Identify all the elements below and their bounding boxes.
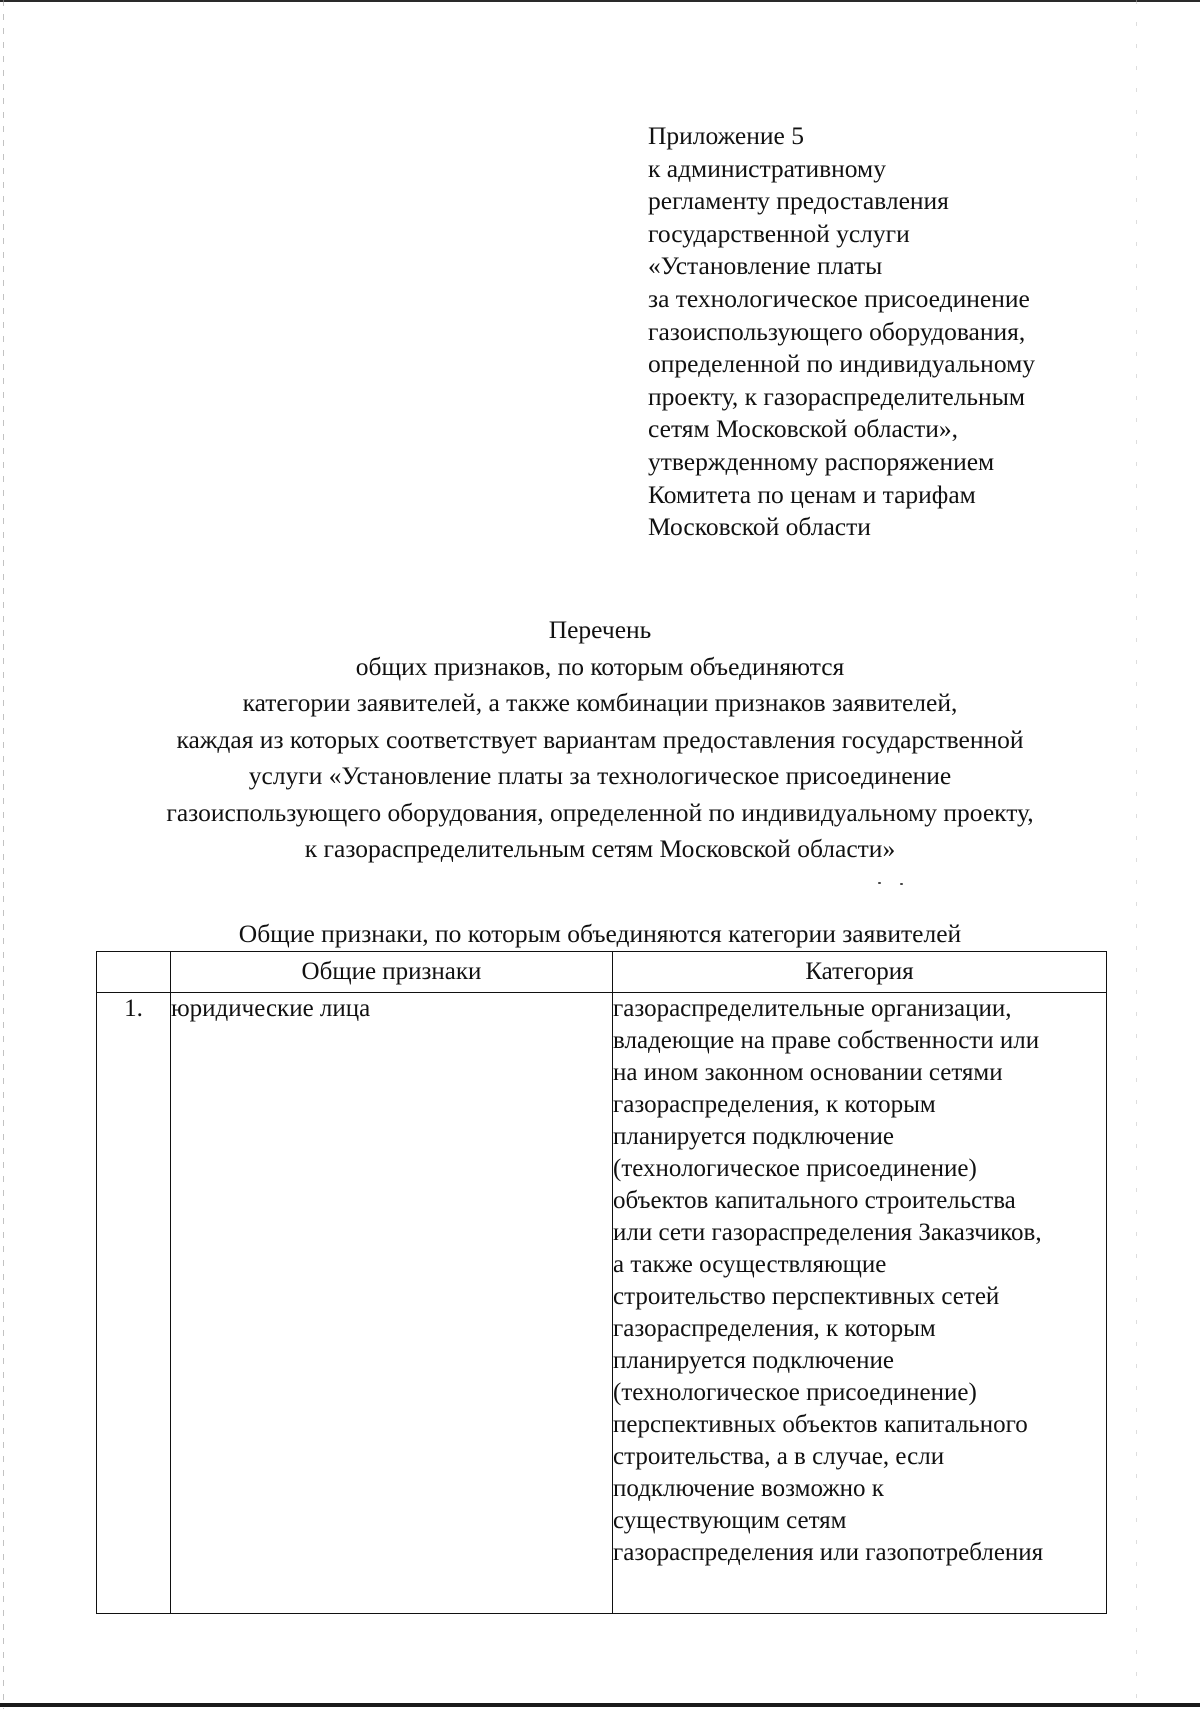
heading-line: категории заявителей, а также комбинации признаков заявителей, [242,688,958,717]
heading-line: к газораспределительным сетям Московской области» [304,834,896,863]
category-line: газораспределения, к которым [613,1315,936,1342]
category-line: газораспределения, к которым [613,1091,936,1118]
table-caption: Общие признаки, по которым объединяются категории заявителей [238,919,962,948]
appendix-line: регламенту предоставления [648,186,949,216]
scan-speck [878,882,881,884]
appendix-line: Комитета по ценам и тарифам [648,479,976,509]
appendix-line: газоиспользующего оборудования, [648,316,1026,346]
header-feature: Общие признаки [171,952,613,993]
row-number: 1. [97,993,171,1614]
category-line: планируется подключение [613,1347,894,1374]
appendix-line: сетям Московской области», [648,414,959,444]
table-row [97,993,1107,1614]
appendix-line: государственной услуги [648,218,910,248]
heading-line: общих признаков, по которым объединяются [355,651,845,681]
row-category [613,993,1107,1614]
category-line: существующим сетям [613,1507,847,1534]
appendix-note [648,120,1118,544]
appendix-line: утвержденному распоряжением [648,446,995,476]
category-line: газораспределительные организации, [613,995,1012,1022]
criteria-table-wrapper [96,951,1107,1614]
category-line: объектов капитального строительства [613,1187,1016,1214]
category-line: или сети газораспределения Заказчиков, [613,1219,1042,1246]
category-line: а также осуществляющие [613,1251,887,1278]
header-category: Категория [613,952,1107,993]
document-heading [90,612,1110,868]
category-line: строительство перспективных сетей [613,1283,1000,1310]
category-line: подключение возможно к [613,1475,884,1502]
scan-speck [900,883,903,885]
appendix-line: к административному [648,153,886,183]
criteria-table [96,951,1107,1614]
category-line: владеющие на праве собственности или [613,1027,1040,1054]
appendix-line: за технологическое присоединение [648,283,1030,313]
appendix-line: определенной по индивидуальному [648,349,1035,379]
scan-right-edge [1136,0,1137,1709]
category-line: (технологическое присоединение) [613,1379,977,1406]
scan-left-edge [3,0,4,1709]
scan-top-border [0,0,1200,2]
appendix-line: Московской области [648,512,871,542]
heading-line: газоиспользующего оборудования, определенной по индивидуальному проекту, [166,797,1034,827]
category-line: на ином законном основании сетями [613,1059,1003,1086]
category-line: строительства, а в случае, если [613,1443,945,1470]
appendix-line: Приложение 5 [648,121,804,150]
category-line: планируется подключение [613,1123,894,1150]
header-number [97,952,171,993]
scan-bottom-border [0,1703,1200,1707]
table-header-row [97,952,1107,993]
row-feature: юридические лица [171,993,613,1614]
category-line: газораспределения или газопотребления [613,1539,1044,1566]
category-line: (технологическое присоединение) [613,1155,977,1182]
heading-line: Перечень [548,615,652,644]
appendix-line: проекту, к газораспределительным [648,381,1025,411]
appendix-line: «Установление платы [648,251,883,281]
heading-line: услуги «Установление платы за технологическое присоединение [248,761,952,790]
category-line: перспективных объектов капитального [613,1411,1028,1438]
heading-line: каждая из которых соответствует вариантам предоставления государственной [176,724,1024,754]
